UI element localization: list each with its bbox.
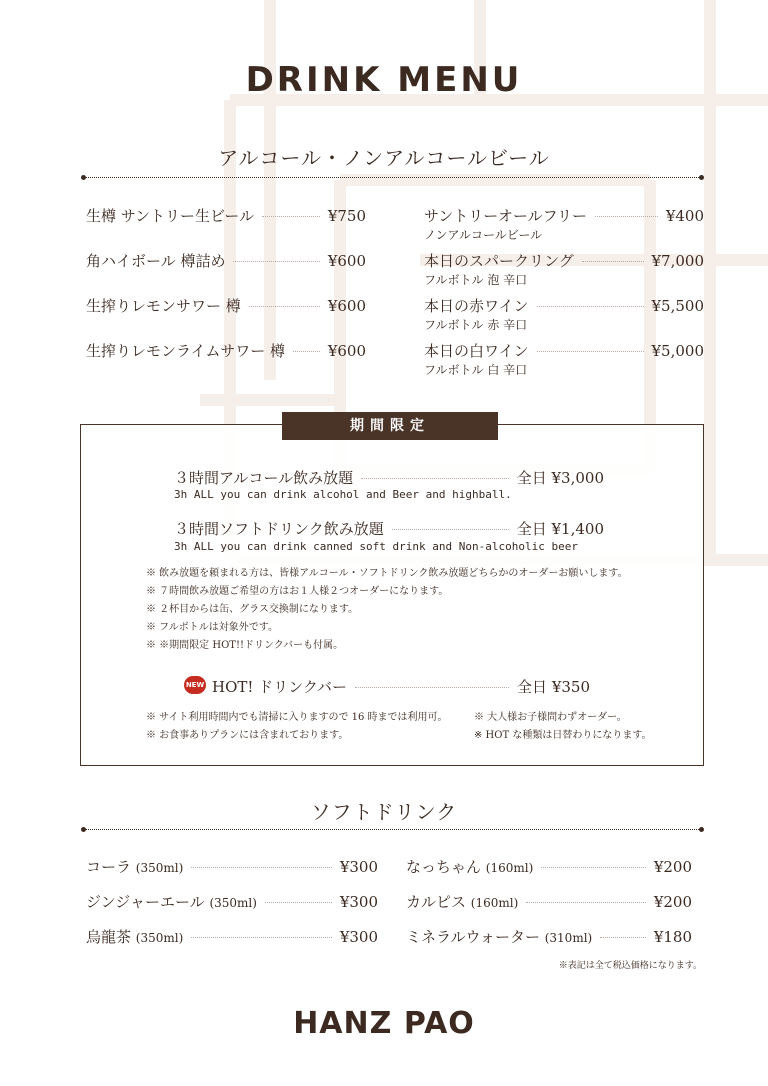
dotted-leader bbox=[526, 902, 646, 903]
item-price: ¥300 bbox=[339, 893, 378, 911]
dotted-leader bbox=[293, 351, 320, 352]
menu-item bbox=[86, 250, 366, 271]
item-price: ¥5,000 bbox=[651, 342, 704, 360]
alcohol-section-heading: アルコール・ノンアルコールビール bbox=[218, 146, 550, 170]
menu-item bbox=[406, 926, 692, 947]
plan-item bbox=[174, 518, 604, 539]
item-name: 本日の赤ワイン bbox=[424, 297, 529, 315]
item-name: サントリーオールフリー bbox=[424, 207, 588, 225]
plan-name: ３時間ソフトドリンク飲み放題 bbox=[174, 520, 384, 538]
dotted-leader bbox=[537, 306, 644, 307]
dotted-leader bbox=[595, 216, 658, 217]
item-volume: (350ml) bbox=[135, 861, 184, 875]
plan-note: ※ ７時間飲み放題ご希望の方はお１人様２つオーダーになります。 bbox=[146, 586, 449, 597]
plan-item bbox=[174, 467, 604, 488]
drinkbar-note: ※ サイト利用時間内でも清掃に入りますので 16 時までは利用可。 bbox=[146, 712, 448, 723]
dotted-leader bbox=[262, 216, 320, 217]
menu-item bbox=[86, 856, 378, 877]
menu-item bbox=[86, 926, 378, 947]
menu-item bbox=[406, 891, 692, 912]
item-price: ¥300 bbox=[339, 858, 378, 876]
menu-title: DRINK MENU bbox=[245, 60, 523, 100]
item-name: ジンジャーエール (350ml) bbox=[86, 893, 257, 911]
dotted-leader bbox=[392, 529, 509, 530]
menu-item bbox=[424, 340, 704, 361]
dotted-leader bbox=[191, 867, 332, 868]
drinkbar-note: ※ お食事ありプランには含まれております。 bbox=[146, 730, 349, 741]
item-name: 生搾りレモンライムサワー 樽 bbox=[86, 342, 286, 360]
item-price: ¥180 bbox=[653, 928, 692, 946]
dotted-leader bbox=[582, 261, 644, 262]
tax-note: ※表記は全て税込価格になります。 bbox=[558, 961, 702, 971]
brand-logo: HANZ PAO bbox=[293, 1006, 475, 1041]
item-name: 生搾りレモンサワー 樽 bbox=[86, 297, 241, 315]
dotted-leader bbox=[361, 478, 509, 479]
soft-drink-section-heading: ソフトドリンク bbox=[310, 800, 458, 824]
item-price: ¥5,500 bbox=[651, 297, 704, 315]
item-volume: (350ml) bbox=[209, 896, 257, 910]
alcohol-divider bbox=[84, 177, 701, 178]
dotted-leader bbox=[233, 261, 319, 262]
drinkbar-item bbox=[212, 676, 590, 697]
item-name: ミネラルウォーター (310ml) bbox=[406, 928, 593, 946]
item-price: ¥600 bbox=[327, 297, 366, 315]
item-price: ¥200 bbox=[653, 858, 692, 876]
item-name: 角ハイボール 樽詰め bbox=[86, 252, 226, 270]
item-name: 烏龍茶 (350ml) bbox=[86, 928, 184, 946]
item-price: ¥750 bbox=[327, 207, 366, 225]
menu-item bbox=[424, 295, 704, 316]
item-subtitle: フルボトル 白 辛口 bbox=[424, 363, 528, 377]
menu-item bbox=[86, 891, 378, 912]
item-volume: (160ml) bbox=[470, 896, 519, 910]
item-price: ¥300 bbox=[339, 928, 378, 946]
menu-item bbox=[86, 295, 366, 316]
menu-item bbox=[424, 205, 704, 226]
dotted-leader bbox=[355, 687, 509, 688]
dotted-leader bbox=[537, 351, 644, 352]
item-volume: (310ml) bbox=[544, 931, 593, 945]
drinkbar-note: ※ HOT な種類は日替わりになります。 bbox=[474, 730, 652, 741]
item-price: ¥600 bbox=[327, 342, 366, 360]
plan-note: ※ ※期間限定 HOT!!ドリンクバーも付属。 bbox=[146, 640, 344, 651]
plan-description: 3h ALL you can drink canned soft drink and Non-alcoholic beer bbox=[174, 540, 578, 553]
item-volume: (160ml) bbox=[485, 861, 534, 875]
plan-name: ３時間アルコール飲み放題 bbox=[174, 469, 354, 487]
menu-item bbox=[406, 856, 692, 877]
menu-item bbox=[86, 205, 366, 226]
item-name: なっちゃん (160ml) bbox=[406, 858, 534, 876]
item-price: ¥600 bbox=[327, 252, 366, 270]
plan-price: 全日 ¥3,000 bbox=[516, 469, 604, 487]
item-name: カルピス (160ml) bbox=[406, 893, 519, 911]
item-price: ¥200 bbox=[653, 893, 692, 911]
dotted-leader bbox=[541, 867, 646, 868]
item-price: ¥400 bbox=[665, 207, 704, 225]
dotted-leader bbox=[249, 306, 320, 307]
dotted-leader bbox=[191, 937, 332, 938]
plan-note: ※ 飲み放題を頼まれる方は、皆様アルコール・ソフトドリンク飲み放題どちらかのオーダーお願いします。 bbox=[146, 568, 628, 579]
item-volume: (350ml) bbox=[135, 931, 184, 945]
item-subtitle: フルボトル 赤 辛口 bbox=[424, 318, 528, 332]
item-name: 本日の白ワイン bbox=[424, 342, 529, 360]
drinkbar-price: 全日 ¥350 bbox=[517, 678, 590, 696]
limited-time-badge: 期間限定 bbox=[282, 412, 498, 440]
new-badge: NEW bbox=[184, 676, 206, 694]
menu-item bbox=[86, 340, 366, 361]
plan-note: ※ フルボトルは対象外です。 bbox=[146, 622, 278, 633]
plan-description: 3h ALL you can drink alcohol and Beer and highball. bbox=[174, 488, 512, 501]
drinkbar-name: HOT! ドリンクバー bbox=[212, 678, 347, 696]
menu-item bbox=[424, 250, 704, 271]
item-price: ¥7,000 bbox=[651, 252, 704, 270]
drinkbar-note: ※ 大人様お子様問わずオーダー。 bbox=[474, 712, 627, 723]
item-name: コーラ (350ml) bbox=[86, 858, 184, 876]
item-name: 生樽 サントリー生ビール bbox=[86, 207, 255, 225]
plan-note: ※ ２杯目からは缶、グラス交換制になります。 bbox=[146, 604, 359, 615]
plan-price: 全日 ¥1,400 bbox=[516, 520, 604, 538]
item-subtitle: ノンアルコールビール bbox=[424, 228, 543, 242]
item-subtitle: フルボトル 泡 辛口 bbox=[424, 273, 528, 287]
soft-drink-divider bbox=[84, 829, 701, 830]
item-name: 本日のスパークリング bbox=[424, 252, 574, 270]
dotted-leader bbox=[265, 902, 332, 903]
dotted-leader bbox=[600, 937, 646, 938]
